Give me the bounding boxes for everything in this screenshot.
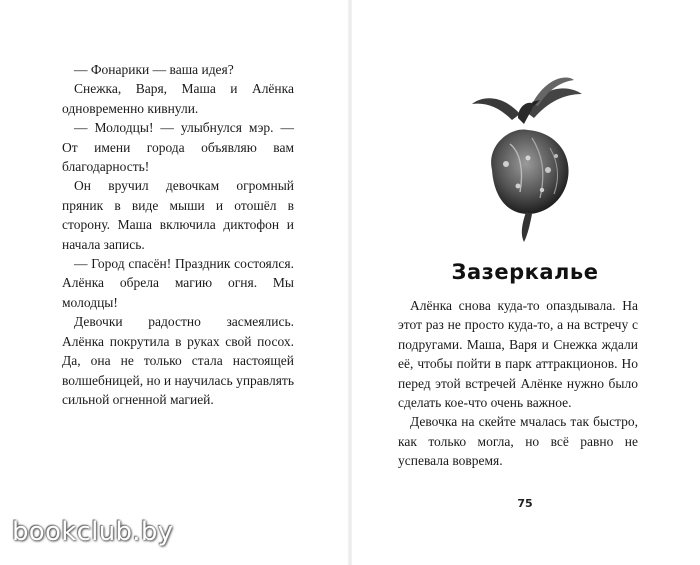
paragraph: — Фонарики — ваша идея? xyxy=(74,62,234,77)
right-page-text xyxy=(398,296,638,471)
paragraph: Девочка на скейте мчалась так быстро, как только могла, но всё равно не успевала вовремя. xyxy=(398,414,638,469)
page-number: 75 xyxy=(517,497,533,510)
chapter-title: Зазеркалье xyxy=(451,260,599,284)
phoenix-illustration xyxy=(462,74,592,244)
paragraph: Алёнка снова куда-то опаздывала. На этот раз не просто куда-то, а на встречу с подругами. Маша, Варя и Снежка ждали её, чтобы пойти в парк аттракционов. Но перед этой встречей Алёнке нужно было сделать кое-что очень важное. xyxy=(398,298,638,411)
paragraph: Девочки радостно засмеялись. Алёнка покрутила в руках свой посох. Да, она не только стала настоящей волшебницей, но и научилась управлять сильной огненной магией. xyxy=(62,314,294,407)
paragraph: — Молодцы! — улыбнулся мэр. — От имени города объявляю вам благодарность! xyxy=(62,120,294,175)
paragraph: Он вручил девочкам огромный пряник в виде мыши и отошёл в сторону. Маша включила диктофон и начала запись. xyxy=(62,178,294,252)
paragraph: — Город спасён! Праздник состоялся. Алёнка обрела магию огня. Мы молодцы! xyxy=(62,256,294,310)
paragraph: Снежка, Варя, Маша и Алёнка одновременно кивнули. xyxy=(62,81,294,116)
left-page-text xyxy=(62,60,294,409)
watermark: bookclub.by xyxy=(12,517,174,547)
